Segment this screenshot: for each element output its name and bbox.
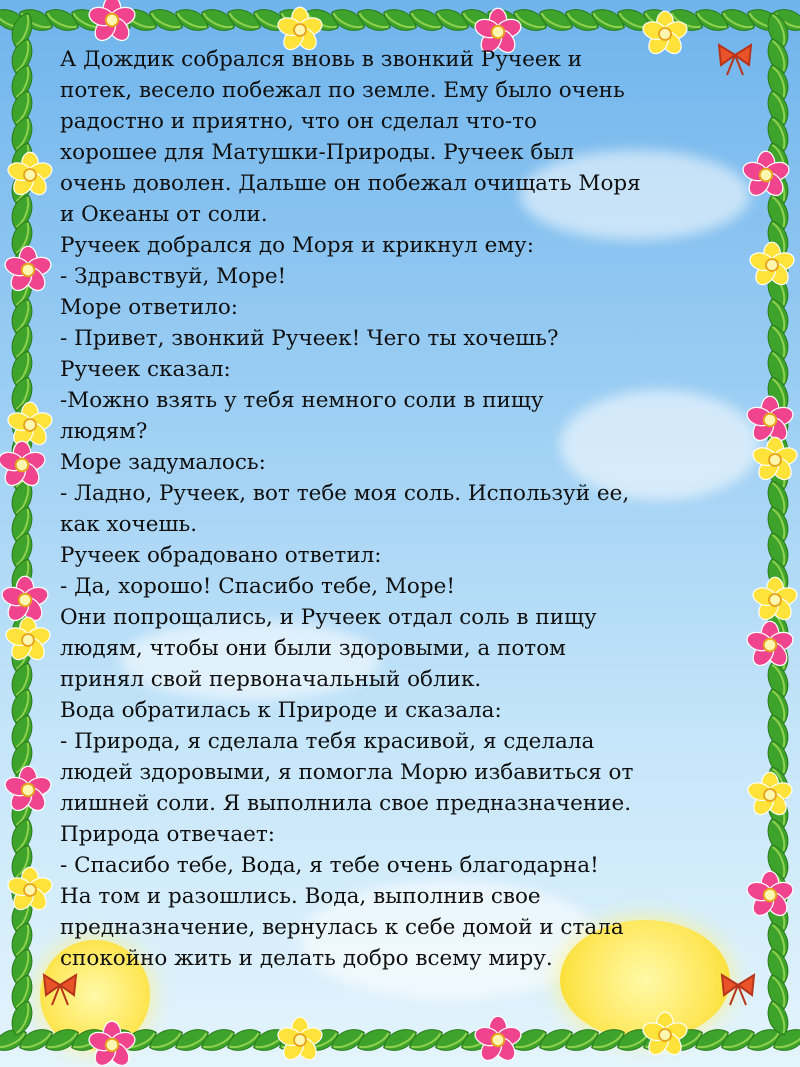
story-line: -Можно взять у тебя немного соли в пищу xyxy=(60,388,544,413)
story-line: принял свой первоначальный облик. xyxy=(60,667,482,692)
story-line: потек, весело побежал по земле. Ему было очень xyxy=(60,78,625,103)
story-line: людям? xyxy=(60,419,148,444)
bow-icon xyxy=(44,975,76,1005)
story-line: Ручеек обрадовано ответил: xyxy=(60,543,382,568)
story-line: - Ладно, Ручеек, вот тебе моя соль. Используй ее, xyxy=(60,481,630,506)
pink-flower-icon xyxy=(87,0,138,44)
story-line: - Да, хорошо! Спасибо тебе, Море! xyxy=(60,574,455,599)
story-line: и Океаны от соли. xyxy=(60,202,268,227)
story-line: - Привет, звонкий Ручеек! Чего ты хочешь? xyxy=(60,326,559,351)
story-line: Ручеек добрался до Моря и крикнул ему: xyxy=(60,233,534,258)
story-line: - Спасибо тебе, Вода, я тебе очень благодарна! xyxy=(60,853,599,878)
story-line: Они попрощались, и Ручеек отдал соль в пищу xyxy=(60,605,597,630)
pink-flower-icon xyxy=(0,441,47,489)
story-line: лишней соли. Я выполнила свое предназначение. xyxy=(60,791,632,816)
story-line: На том и разошлись. Вода, выполнив свое xyxy=(60,884,541,909)
story-line: Вода обратилась к Природе и сказала: xyxy=(60,698,502,723)
story-line: Природа отвечает: xyxy=(60,822,275,847)
story-line: Море ответило: xyxy=(60,295,239,320)
story-line: Ручеек сказал: xyxy=(60,357,231,382)
story-line: спокойно жить и делать добро всему миру. xyxy=(60,946,553,971)
pink-flower-icon xyxy=(87,1021,138,1067)
yellow-flower-icon xyxy=(641,1012,690,1058)
story-line: - Здравствуй, Море! xyxy=(60,264,287,289)
yellow-flower-icon xyxy=(276,1017,325,1063)
bow-icon xyxy=(722,975,754,1005)
story-line: предназначение, вернулась к себе домой и стала xyxy=(60,915,624,940)
story-line: людей здоровыми, я помогла Морю избавиться от xyxy=(60,760,634,785)
pink-flower-icon xyxy=(473,1016,524,1064)
story-line: хорошее для Матушки-Природы. Ручеек был xyxy=(60,140,575,165)
story-line: очень доволен. Дальше он побежал очищать Моря xyxy=(60,171,641,196)
story-line: как хочешь. xyxy=(60,512,198,537)
story-text xyxy=(60,44,750,974)
story-line: радостно и приятно, что он сделал что-то xyxy=(60,109,537,134)
story-line: - Природа, я сделала тебя красивой, я сделала xyxy=(60,729,595,754)
story-line: А Дождик собрался вновь в звонкий Ручеек и xyxy=(60,47,583,72)
story-line: Море задумалось: xyxy=(60,450,266,475)
story-line: людям, чтобы они были здоровыми, а потом xyxy=(60,636,566,661)
